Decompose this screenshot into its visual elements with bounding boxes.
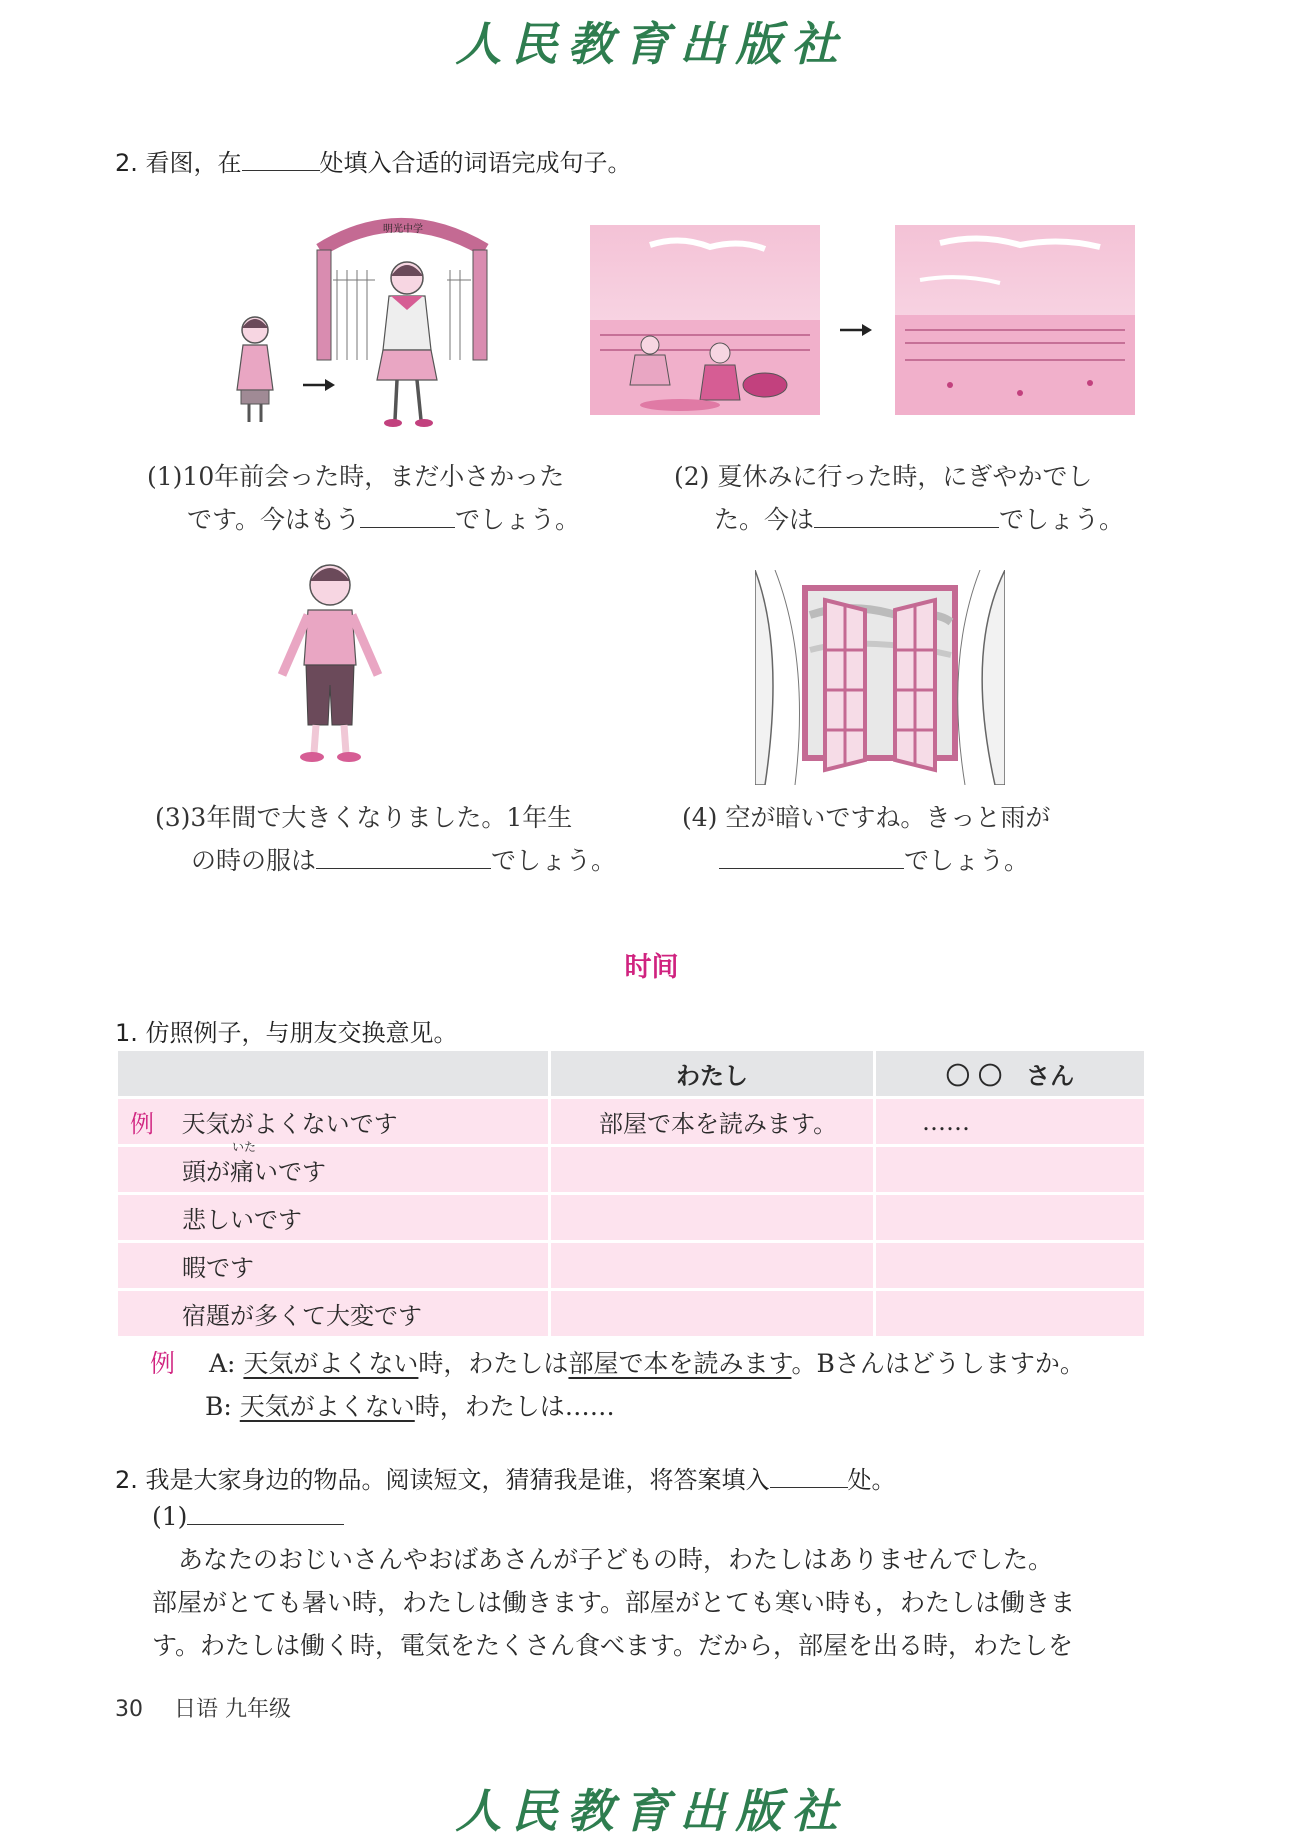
table-cell: 宿題が多くて大変です [118, 1291, 548, 1336]
item-3-line2: の時の服は でしょう。 [155, 839, 616, 882]
schoolgirl-illustration [377, 262, 437, 427]
speaker-a: A: [208, 1349, 236, 1378]
item-2-line2: た。今は でしょう。 [674, 498, 1124, 541]
arrow-right-icon [303, 379, 335, 391]
table-header-cell: わたし [551, 1051, 873, 1096]
exercise-text: 仿照例子，与朋友交换意见。 [145, 1019, 458, 1047]
table-cell: 暇です [118, 1243, 548, 1288]
table-header-cell: 〇 〇 さん [876, 1051, 1144, 1096]
answer-blank [316, 842, 491, 869]
item-4-caption [682, 796, 1050, 882]
page-footer [115, 1692, 291, 1723]
little-girl-illustration [237, 317, 273, 422]
dialogue-line-b [150, 1385, 1270, 1428]
item-1-caption [147, 455, 580, 541]
picture-beach-before-after [590, 225, 1140, 415]
paragraph-line: 部屋がとても暑い時，わたしは働きます。部屋がとても寒い時も，わたしは働きま [152, 1588, 1076, 1617]
opinion-table [115, 1048, 1147, 1339]
answer-blank [770, 1462, 848, 1488]
book-title: 日语 九年级 [174, 1697, 291, 1722]
exercise-number: 2. [115, 1466, 138, 1494]
picture-boy-small-clothes [270, 555, 390, 770]
picture-window-dark-sky [755, 570, 1005, 785]
exercise-1-heading [115, 1013, 458, 1048]
exercise-number: 2. [115, 149, 138, 177]
opinion-grid [115, 1048, 1147, 1339]
table-cell: 部屋で本を読みます。 [551, 1099, 873, 1144]
table-row-example [118, 1099, 1144, 1144]
table-cell-empty[interactable] [551, 1195, 873, 1240]
dialogue-line-a [150, 1342, 1270, 1385]
exercise-text-suffix: 处。 [847, 1466, 896, 1494]
exercise-number: 1. [115, 1019, 138, 1047]
underlined-text: 天気がよくない [243, 1349, 419, 1378]
table-cell-empty[interactable] [876, 1147, 1144, 1192]
table-cell-empty[interactable] [551, 1243, 873, 1288]
underlined-text: 天気がよくない [239, 1392, 415, 1421]
example-label: 例 [130, 1110, 154, 1138]
speaker-b: B: [205, 1392, 232, 1421]
table-cell [118, 1099, 548, 1144]
situation-text: 頭が痛いです [182, 1158, 326, 1186]
exercise-2-bottom-heading [115, 1460, 896, 1495]
exercise-text-prefix: 我是大家身边的物品。阅读短文，猜猜我是谁，将答案填入 [145, 1466, 770, 1494]
paragraph-line: あなたのおじいさんやおばあさんが子どもの時，わたしはありませんでした。 [178, 1545, 1054, 1574]
table-cell-empty[interactable] [876, 1243, 1144, 1288]
situation-text-with-furigana [182, 1140, 326, 1187]
publisher-logo-bottom: 人民教育出版社 [455, 1784, 848, 1838]
situation-text: 天気がよくないです [181, 1110, 398, 1138]
sub-item-label: (1) [152, 1502, 188, 1531]
item-4-line1: (4) 空が暗いですね。きっと雨が [682, 803, 1051, 832]
item-3-line1: (3)3年間で大きくなりました。1年生 [155, 803, 573, 832]
paragraph-line: す。わたしは働く時，電気をたくさん食べます。だから，部屋を出る時，わたしを [152, 1631, 1074, 1660]
item-4-line2: でしょう。 [682, 839, 1050, 882]
school-gate-sign: 明光中学 [383, 224, 423, 235]
table-cell-empty[interactable] [551, 1291, 873, 1336]
table-cell-empty[interactable] [876, 1195, 1144, 1240]
table-cell: …… [876, 1099, 1144, 1144]
furigana: いた [232, 1140, 257, 1154]
exercise-text-prefix: 看图，在 [145, 149, 242, 177]
dialogue-text: 時，わたしは [418, 1349, 569, 1378]
busy-beach-illustration [590, 225, 820, 415]
table-row [118, 1291, 1144, 1336]
arrow-right-icon [840, 324, 872, 336]
table-cell [118, 1140, 548, 1192]
table-row [118, 1147, 1144, 1192]
item-3-caption [155, 796, 616, 882]
boy-illustration [282, 565, 378, 762]
table-row [118, 1243, 1144, 1288]
table-cell-empty[interactable] [876, 1291, 1144, 1336]
dialogue-text: 時，わたしは…… [414, 1392, 615, 1421]
answer-blank [187, 1498, 344, 1525]
empty-beach-illustration [895, 225, 1135, 415]
page-number: 30 [115, 1697, 143, 1722]
table-cell: 悲しいです [118, 1195, 548, 1240]
dialogue-text: 。Bさんはどうしますか。 [791, 1349, 1085, 1378]
answer-blank [814, 501, 999, 528]
item-2-line1: (2) 夏休みに行った時，にぎやかでし [674, 462, 1093, 491]
item-1-line1: (1)10年前会った時，まだ小さかった [147, 462, 565, 491]
section-title: 时间 [624, 952, 679, 983]
example-label: 例 [150, 1349, 176, 1378]
publisher-logo-top: 人民教育出版社 [455, 17, 848, 71]
item-1-line2: です。今はもう でしょう。 [147, 498, 580, 541]
underlined-text: 部屋で本を読みます [568, 1349, 792, 1378]
answer-blank [360, 501, 455, 528]
answer-blank [242, 145, 320, 171]
exercise-text-suffix: 处填入合适的词语完成句子。 [319, 149, 632, 177]
window-illustration [755, 570, 1005, 785]
item-2-caption [674, 455, 1124, 541]
table-cell-empty[interactable] [551, 1147, 873, 1192]
riddle-1-paragraph [152, 1538, 1272, 1667]
exercise-2-heading [115, 143, 632, 178]
example-dialogue [150, 1342, 1270, 1428]
riddle-1-label [152, 1495, 1152, 1538]
table-header-row [118, 1051, 1144, 1096]
table-row [118, 1195, 1144, 1240]
table-header-cell [118, 1051, 548, 1096]
picture-girl-grown-up [225, 210, 525, 440]
answer-blank [719, 842, 904, 869]
